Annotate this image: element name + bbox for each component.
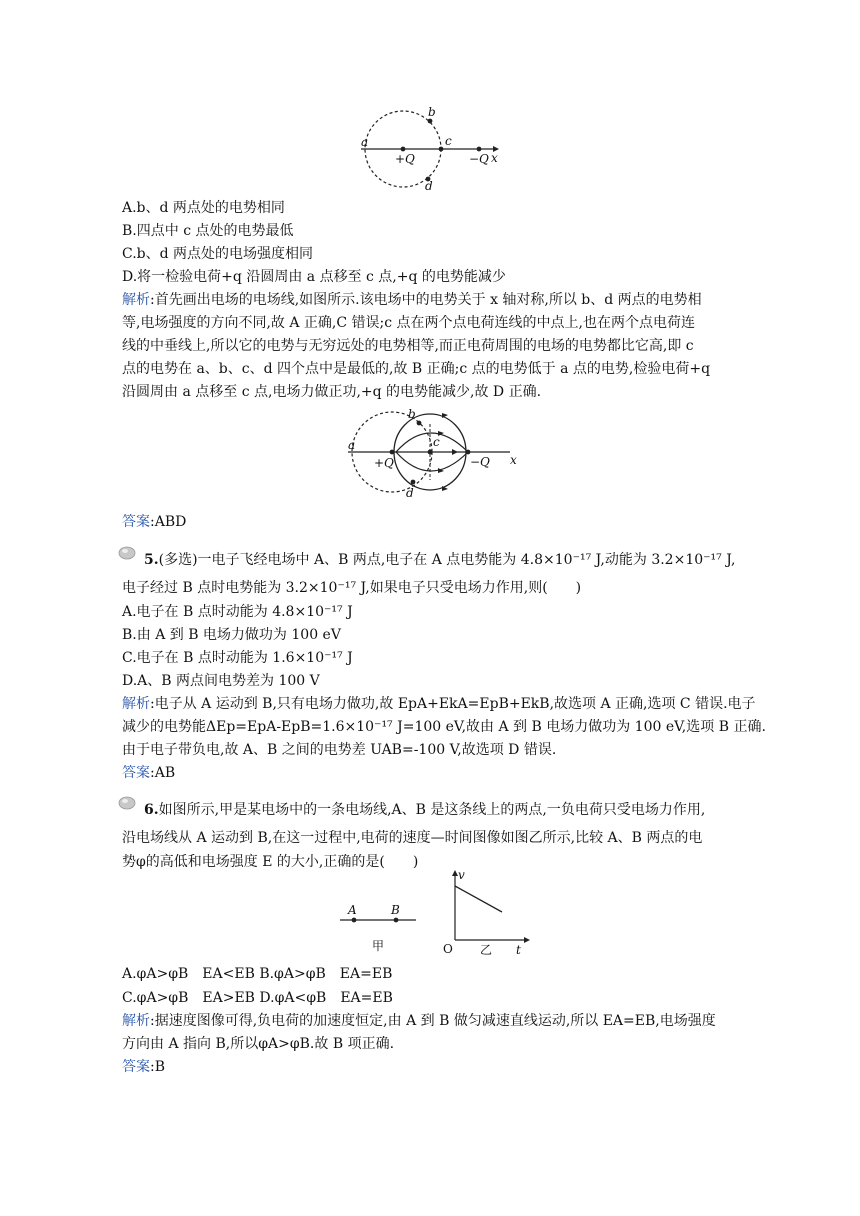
- figure-field-lines: [340, 404, 530, 500]
- svg-text:b: b: [408, 407, 416, 421]
- q4-analysis-line-5: 沿圆周由 a 点移至 c 点,电场力做正功,+q 的电势能减少,故 D 正确.: [122, 384, 542, 400]
- question-bullet-icon: [118, 796, 140, 810]
- q4-answer: 答案:ABD: [122, 514, 187, 530]
- q5-stem-line-1: 5.(多选)一电子飞经电场中 A、B 两点,电子在 A 点电势能为 4.8×10⁻¹⁷ J,动能为 3.2×10⁻¹⁷ J,: [144, 552, 736, 568]
- svg-text:v: v: [458, 868, 465, 882]
- q6-options-line-2: C.φA>φB EA>EB D.φA<φB EA=EB: [122, 990, 393, 1006]
- svg-text:O: O: [443, 942, 453, 956]
- label-minus-q: −Q: [469, 152, 489, 166]
- label-plus-q: +Q: [395, 152, 415, 166]
- q6-analysis-line-1: 解析:据速度图像可得,负电荷的加速度恒定,由 A 到 B 做匀减速直线运动,所以 EA=EB,电场强度: [122, 1013, 716, 1029]
- svg-text:−Q: −Q: [470, 455, 490, 469]
- figure-circle-charges: [355, 104, 515, 194]
- q6-stem-line-3: 势φ的高低和电场强度 E 的大小,正确的是( ): [122, 854, 419, 870]
- q5-answer: 答案:AB: [122, 765, 176, 781]
- q4-analysis-line-4: 点的电势在 a、b、c、d 四个点中是最低的,故 B 正确;c 点的电势低于 a 点的电势,检验电荷+q: [122, 361, 711, 377]
- q5-option-c: C.电子在 B 点时动能为 1.6×10⁻¹⁷ J: [122, 650, 353, 666]
- q4-option-b: B.四点中 c 点处的电势最低: [122, 223, 294, 239]
- svg-text:B: B: [391, 903, 400, 917]
- q4-option-c: C.b、d 两点处的电场强度相同: [122, 246, 314, 262]
- figure-field-line-and-vt-graph: [330, 868, 540, 958]
- q4-analysis-line-2: 等,电场强度的方向不同,故 A 正确,C 错误;c 点在两个点电荷连线的中点上,也在两个点电荷连: [122, 315, 695, 331]
- q5-analysis-line-1: 解析:电子从 A 运动到 B,只有电场力做功,故 EpA+EkA=EpB+EkB,故选项 A 正确,选项 C 错误.电子: [122, 696, 756, 712]
- q6-stem-line-2: 沿电场线从 A 运动到 B,在这一过程中,电荷的速度—时间图像如图乙所示,比较 A、B 两点的电: [122, 830, 703, 846]
- q5-option-d: D.A、B 两点间电势差为 100 V: [122, 673, 320, 689]
- svg-text:A: A: [348, 903, 357, 917]
- svg-text:d: d: [406, 486, 414, 500]
- svg-text:+Q: +Q: [374, 456, 394, 470]
- q5-stem-line-2: 电子经过 B 点时电势能为 3.2×10⁻¹⁷ J,如果电子只受电场力作用,则( ): [122, 580, 582, 596]
- svg-text:x: x: [510, 453, 517, 467]
- label-c: c: [445, 134, 452, 148]
- q6-analysis-line-2: 方向由 A 指向 B,所以φA>φB.故 B 项正确.: [122, 1036, 395, 1052]
- svg-text:t: t: [516, 943, 521, 957]
- q4-analysis-line-3: 线的中垂线上,所以它的电势与无穷远处的电势相等,而正电荷周围的电场的电势都比它高,即 c: [122, 338, 694, 354]
- q5-option-a: A.电子在 B 点时动能为 4.8×10⁻¹⁷ J: [122, 604, 353, 620]
- question-bullet-icon: [118, 546, 140, 560]
- q5-option-b: B.由 A 到 B 电场力做功为 100 eV: [122, 627, 341, 643]
- q4-option-a: A.b、d 两点处的电势相同: [122, 200, 285, 216]
- q6-stem-line-1: 6.如图所示,甲是某电场中的一条电场线,A、B 是这条线上的两点,一负电荷只受电场力作用,: [144, 802, 706, 818]
- svg-text:乙: 乙: [480, 943, 493, 957]
- q5-analysis-line-3: 由于电子带负电,故 A、B 之间的电势差 UAB=-100 V,故选项 D 错误.: [122, 742, 557, 758]
- svg-text:a: a: [348, 438, 356, 452]
- label-x: x: [491, 151, 498, 165]
- q6-options-line-1: A.φA>φB EA<EB B.φA>φB EA=EB: [122, 966, 393, 982]
- q6-answer: 答案:B: [122, 1059, 166, 1075]
- label-d: d: [425, 179, 433, 193]
- q4-option-d: D.将一检验电荷+q 沿圆周由 a 点移至 c 点,+q 的电势能减少: [122, 269, 506, 285]
- label-b: b: [428, 105, 436, 119]
- label-a: a: [361, 135, 369, 149]
- svg-text:甲: 甲: [372, 939, 385, 953]
- q4-analysis-line-1: 解析:首先画出电场的电场线,如图所示.该电场中的电势关于 x 轴对称,所以 b、d 两点的电势相: [122, 292, 702, 308]
- svg-text:c: c: [433, 435, 440, 449]
- analysis-label: 解析: [122, 292, 150, 308]
- q5-analysis-line-2: 减少的电势能ΔEp=EpA-EpB=1.6×10⁻¹⁷ J=100 eV,故由 A 到 B 电场力做功为 100 eV,选项 B 正确.: [122, 719, 766, 735]
